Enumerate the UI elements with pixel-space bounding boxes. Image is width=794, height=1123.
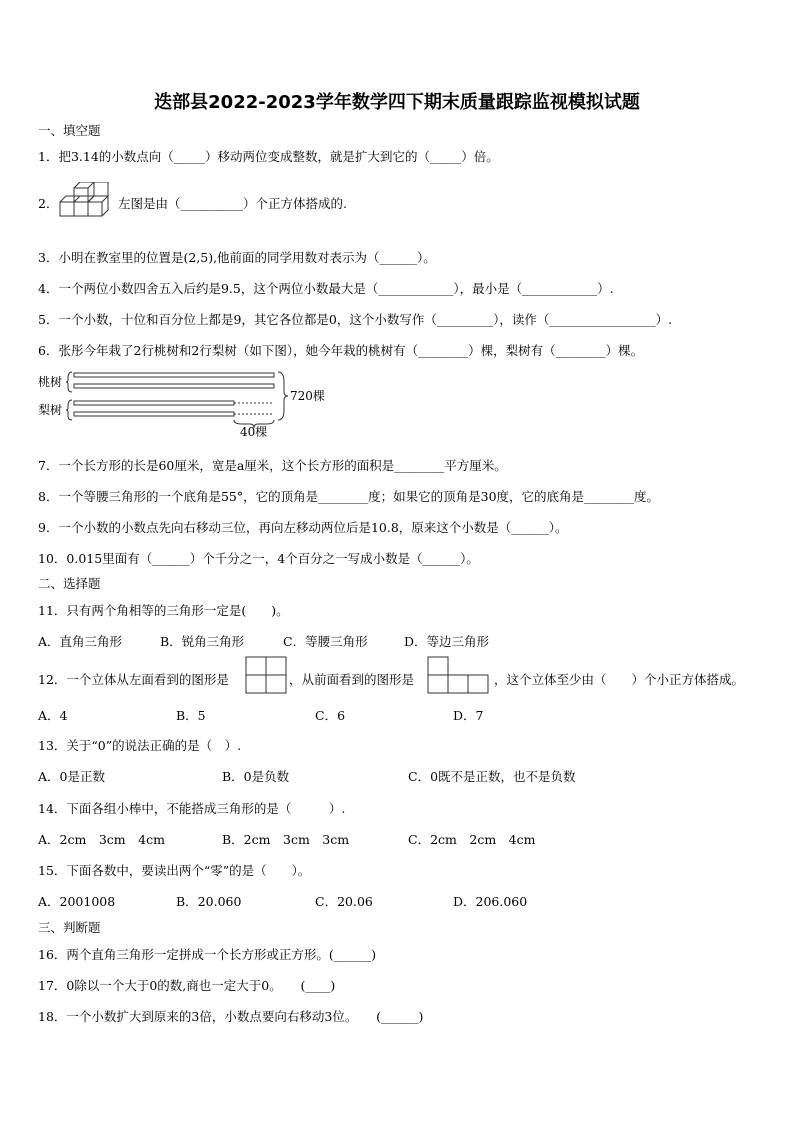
peach-label: 桃树 [38,375,63,389]
q14-option-b: B．2cm 3cm 3cm [222,832,350,847]
question-9: 9．一个小数的小数点先向右移动三位，再向左移动两位后是10.8，原来这个小数是（______）。 [38,520,568,535]
section-choice: 二、选择题 [38,576,101,591]
q13-option-c: C．0既不是正数，也不是负数 [408,769,576,784]
question-12-part-a: 12．一个立体从左面看到的图形是 [38,672,229,687]
question-6: 6．张彤今年栽了2行桃树和2行梨树（如下图），她今年栽的桃树有（________）棵，梨树有（________）棵。 [38,343,644,358]
left-view-figure [245,656,289,696]
q11-option-c: C．等腰三角形 [283,634,368,649]
q12-option-d: D．7 [453,708,484,723]
question-15: 15．下面各数中，要读出两个“零”的是（ ）。 [38,863,311,878]
q11-option-d: D．等边三角形 [404,634,490,649]
pear-label: 梨树 [38,403,63,417]
question-3: 3．小明在教室里的位置是(2,5),他前面的同学用数对表示为（______）。 [38,250,436,265]
question-12-part-b: ，从前面看到的图形是 [289,672,415,687]
question-18: 18．一个小数扩大到原来的3倍，小数点要向右移动3位。 (______) [38,1009,424,1024]
q12-option-c: C．6 [315,708,346,723]
question-11: 11．只有两个角相等的三角形一定是( )。 [38,603,289,618]
tree-rows-diagram [38,368,338,440]
q11-option-a: A．直角三角形 [38,634,123,649]
question-8: 8．一个等腰三角形的一个底角是55°，它的顶角是________度；如果它的顶角是30度，它的底角是________度。 [38,489,660,504]
q14-option-a: A．2cm 3cm 4cm [38,832,165,847]
q15-option-a: A．2001008 [38,894,116,909]
difference-label: 40棵 [240,425,268,439]
question-17: 17．0除以一个大于0的数,商也一定大于0。 (____) [38,978,336,993]
q12-option-b: B．5 [176,708,206,723]
q15-option-c: C．20.06 [315,894,373,909]
question-16: 16．两个直角三角形一定拼成一个长方形或正方形。(______) [38,947,377,962]
q11-option-b: B．锐角三角形 [160,634,245,649]
section-fill-blank: 一、填空题 [38,123,101,138]
front-view-figure [427,656,491,696]
question-13: 13．关于“0”的说法正确的是（ ）. [38,738,242,753]
question-5: 5．一个小数，十位和百分位上都是9，其它各位都是0，这个小数写作（_________），读作（_________________）. [38,312,673,327]
q15-option-b: B．20.060 [176,894,242,909]
q13-option-a: A．0是正数 [38,769,105,784]
question-10: 10．0.015里面有（______）个千分之一，4个百分之一写成小数是（______）。 [38,551,479,566]
question-14: 14．下面各组小棒中，不能搭成三角形的是（ ）. [38,801,346,816]
question-1: 1．把3.14的小数点向（_____）移动两位变成整数，就是扩大到它的（_____）倍。 [38,149,499,164]
page-title: 迭部县2022-2023学年数学四下期末质量跟踪监视模拟试题 [154,92,640,113]
question-12-part-c: ，这个立体至少由（ ）个小正方体搭成。 [494,672,745,687]
question-7: 7．一个长方形的长是60厘米，宽是a厘米，这个长方形的面积是________平方厘米。 [38,458,507,473]
q15-option-d: D．206.060 [453,894,528,909]
cube-stack-figure [58,182,120,220]
q14-option-c: C．2cm 2cm 4cm [408,832,536,847]
question-4: 4．一个两位小数四舍五入后约是9.5，这个两位小数最大是（____________），最小是（____________）. [38,281,614,296]
question-2-number: 2． [38,196,59,211]
total-label: 720棵 [290,389,325,403]
section-judge: 三、判断题 [38,920,101,935]
q12-option-a: A．4 [38,708,68,723]
question-2: 左图是由（__________）个正方体搭成的. [118,196,347,211]
q13-option-b: B．0是负数 [222,769,290,784]
